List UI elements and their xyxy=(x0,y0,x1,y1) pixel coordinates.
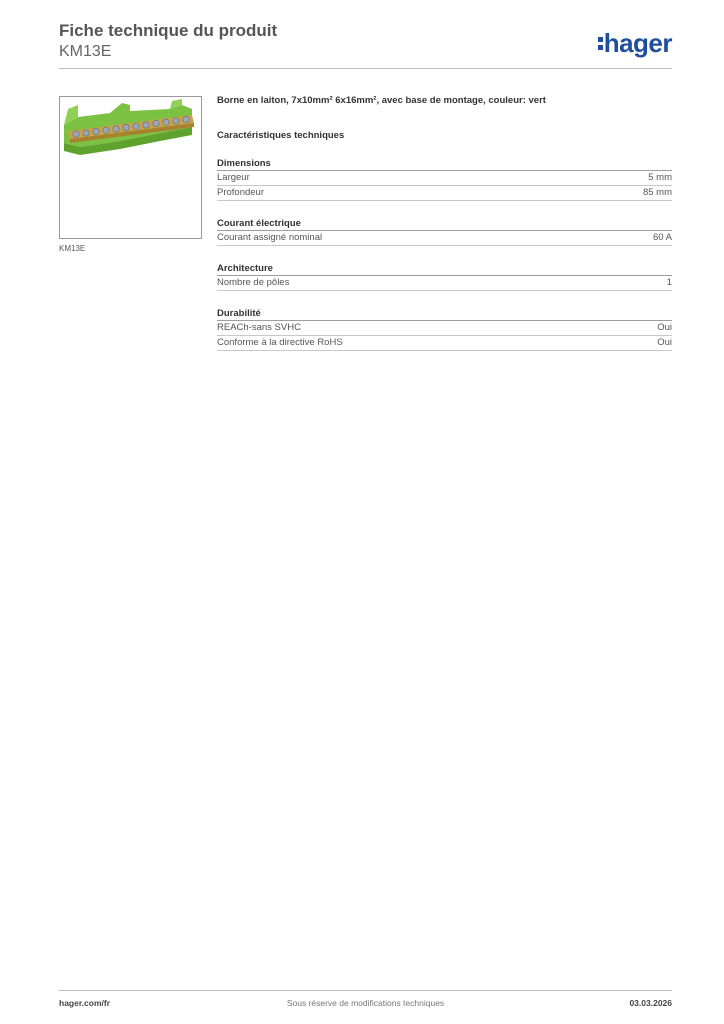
spec-value: Oui xyxy=(657,337,672,348)
spec-value: 85 mm xyxy=(642,187,672,198)
spec-group-durability xyxy=(217,308,672,351)
hager-logo xyxy=(598,28,672,59)
spec-label: Profondeur xyxy=(217,187,265,198)
spec-row xyxy=(217,321,672,336)
logo-dots-icon xyxy=(598,34,603,53)
spec-group-title: Architecture xyxy=(217,263,672,276)
page-header xyxy=(59,20,672,61)
footer-divider xyxy=(59,990,672,991)
spec-label: Largeur xyxy=(217,172,250,183)
spec-value: 5 mm xyxy=(648,172,672,183)
spec-row xyxy=(217,231,672,246)
spec-label: Nombre de pôles xyxy=(217,277,290,288)
spec-row xyxy=(217,171,672,186)
product-details xyxy=(217,95,672,351)
spec-row xyxy=(217,276,672,291)
product-image xyxy=(59,96,202,239)
spec-group-current xyxy=(217,218,672,246)
header-divider xyxy=(59,68,672,69)
footer-website-link[interactable]: hager.com/fr xyxy=(59,998,111,1008)
footer-notice: Sous réserve de modifications techniques xyxy=(286,998,445,1008)
spec-label: Conforme à la directive RoHS xyxy=(217,337,343,348)
spec-label: Courant assigné nominal xyxy=(217,232,323,243)
spec-group-title: Durabilité xyxy=(217,308,672,321)
spec-value: Oui xyxy=(657,322,672,333)
spec-group-architecture xyxy=(217,263,672,291)
page-title: Fiche technique du produit xyxy=(59,21,278,40)
terminal-block-illustration xyxy=(60,97,201,238)
spec-row xyxy=(217,186,672,201)
logo-text: hager xyxy=(603,28,672,58)
spec-label: REACh-sans SVHC xyxy=(217,322,301,333)
spec-group-dimensions xyxy=(217,158,672,201)
spec-value: 1 xyxy=(666,277,672,288)
footer-date: 03.03.2026 xyxy=(629,998,672,1008)
specs-section-title: Caractéristiques techniques xyxy=(217,130,345,141)
spec-row xyxy=(217,336,672,351)
spec-value: 60 A xyxy=(652,232,672,243)
product-reference: KM13E xyxy=(59,43,112,60)
spec-group-title: Dimensions xyxy=(217,158,672,171)
image-caption: KM13E xyxy=(59,244,86,253)
spec-group-title: Courant électrique xyxy=(217,218,672,231)
product-description: Borne en laiton, 7x10mm² 6x16mm², avec base de montage, couleur: vert xyxy=(217,95,546,106)
